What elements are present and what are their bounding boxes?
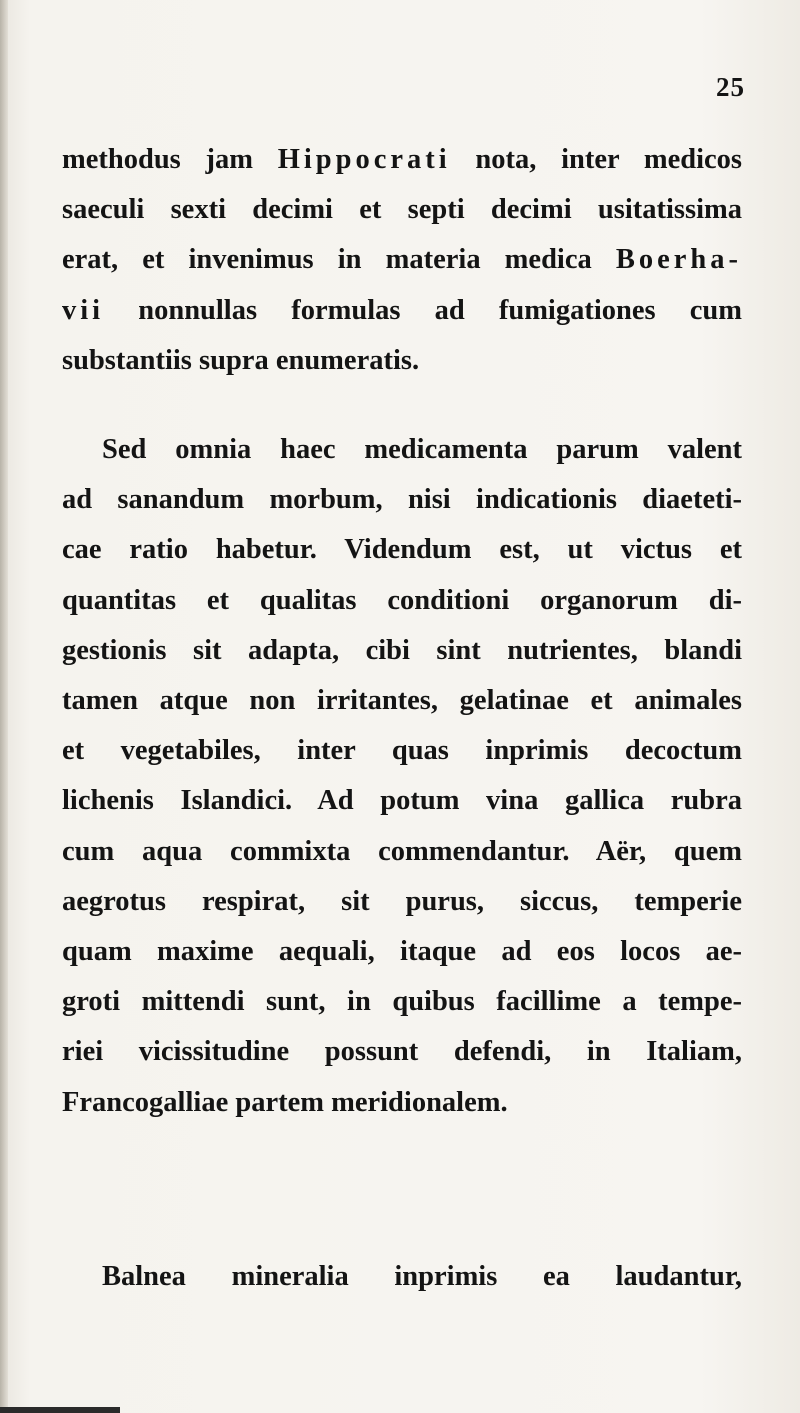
author-name-boerhaave-cont: vii [62,294,105,326]
page-edge-mark [0,1407,120,1413]
paragraph-3 [62,1252,742,1302]
page-number: 25 [716,72,745,102]
text-line: gestionis sit adapta, cibi sint nutrientes, blandi [62,634,742,666]
paragraph-1 [62,135,742,386]
text-line: ad sanandum morbum, nisi indicationis diaeteti- [62,484,742,516]
text-line: methodus jam Hippocrati nota, inter medicos [62,144,742,175]
author-name-hippocrates: Hippocrati [277,144,451,175]
text-line: cum aqua commixta commendantur. Aër, quem [62,835,742,867]
text-line: erat, et invenimus in materia medica Boerha- [62,244,742,276]
author-name-boerhaave: Boerha- [615,244,742,276]
text-line: quantitas et qualitas conditioni organorum di- [62,584,742,616]
text-line: riei vicissitudine possunt defendi, in Italiam, [62,1036,742,1068]
text-line: Balnea mineralia inprimis ea laudantur, [102,1261,742,1292]
text-line: vii nonnullas formulas ad fumigationes cum [62,294,742,326]
text-line: Sed omnia haec medicamenta parum valent [102,434,742,465]
text-line: lichenis Islandici. Ad potum vina gallica rubra [62,785,742,817]
text-line: et vegetabiles, inter quas inprimis decoctum [62,735,742,767]
text-line: groti mittendi sunt, in quibus facillime a tempe- [62,986,742,1018]
text-line: substantiis supra enumeratis. [62,344,420,376]
text-line: Francogalliae partem meridionalem. [62,1086,508,1118]
text-line: aegrotus respirat, sit purus, siccus, temperie [62,885,742,917]
text-line: quam maxime aequali, itaque ad eos locos ae- [62,936,742,968]
page-spine-shadow [0,0,8,1413]
text-line: saeculi sexti decimi et septi decimi usitatissima [62,194,742,226]
text-line: cae ratio habetur. Videndum est, ut victus et [62,534,742,566]
paragraph-2 [62,425,742,1128]
text-line: tamen atque non irritantes, gelatinae et animales [62,685,742,717]
